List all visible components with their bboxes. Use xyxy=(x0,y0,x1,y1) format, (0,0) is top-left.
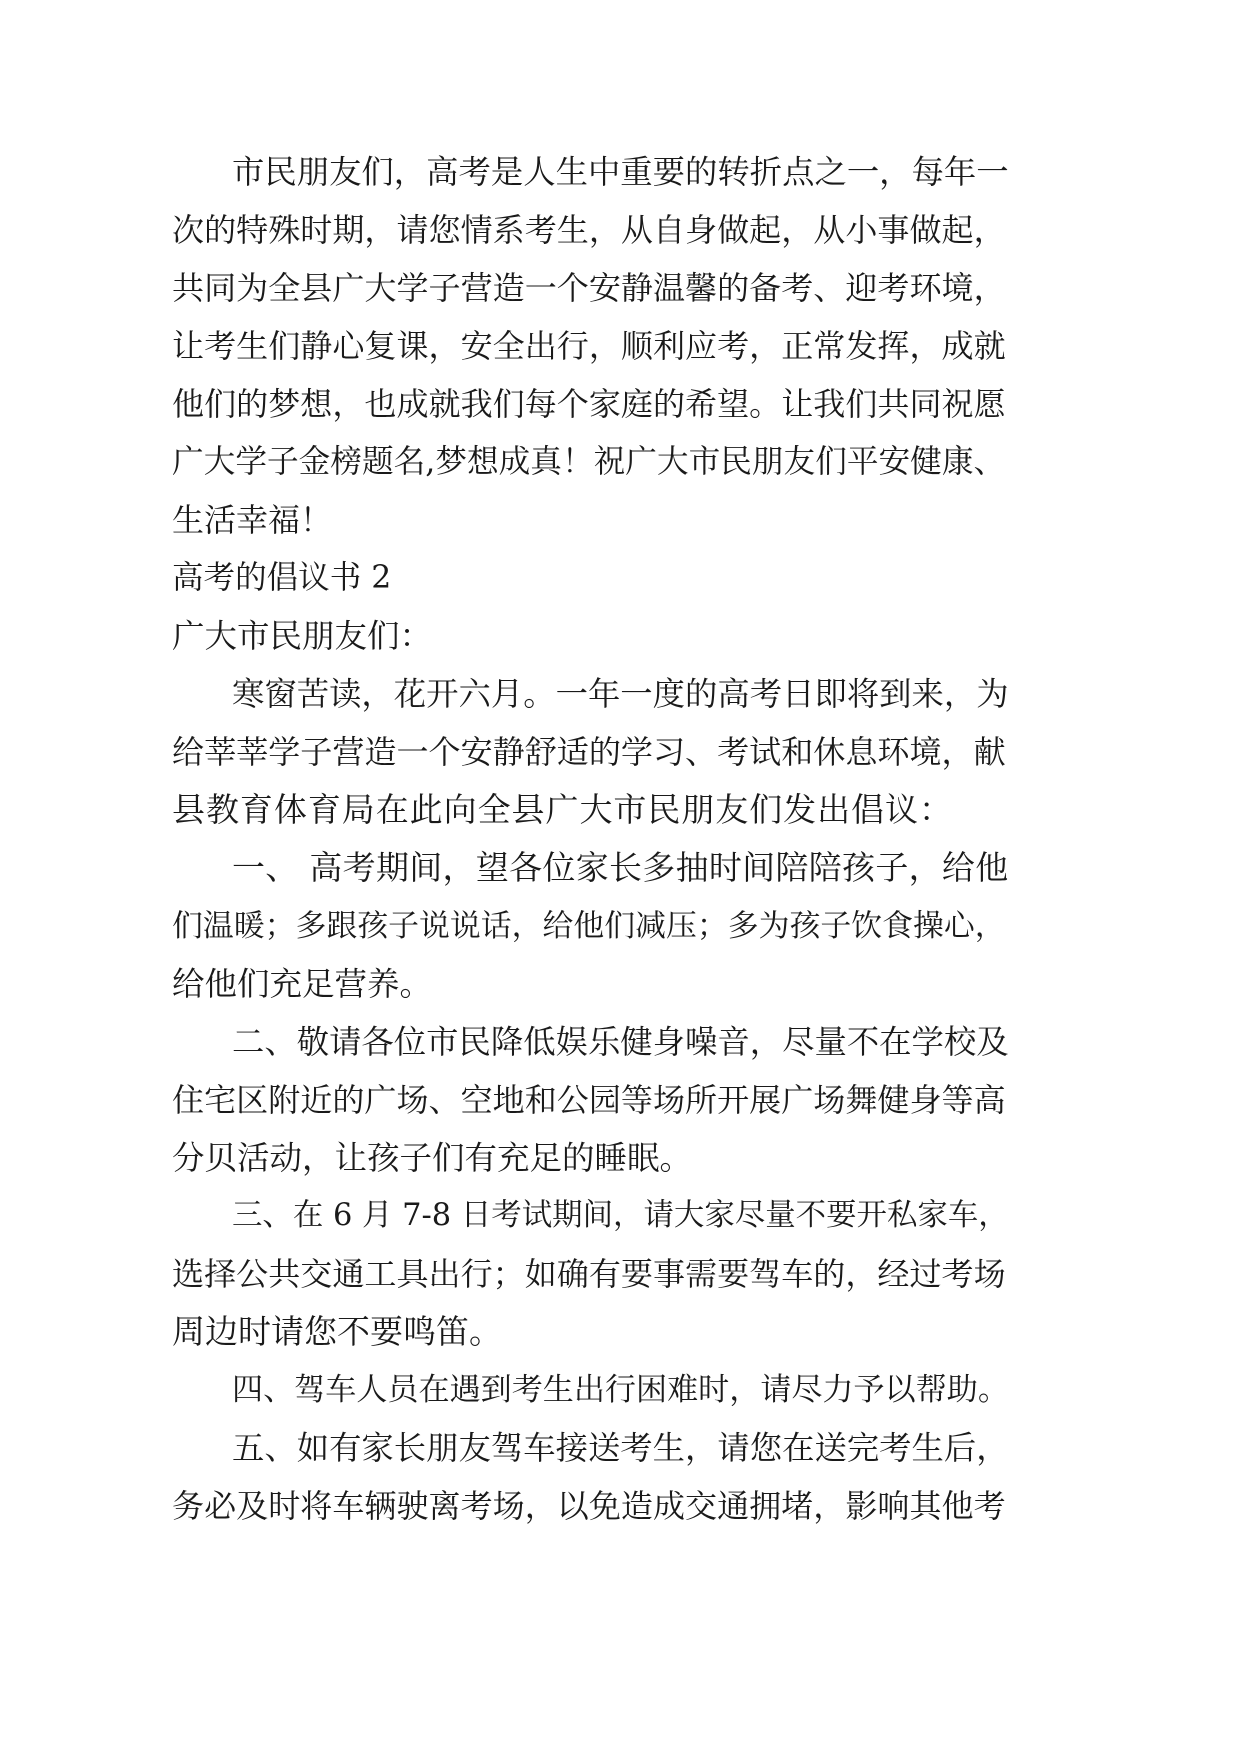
text-line: 市民朋友们，高考是人生中重要的转折点之一，每年一 xyxy=(232,153,1009,191)
list-item-1: 一、 高考期间，望各位家长多抽时间陪陪孩子，给他 xyxy=(232,848,1009,887)
text-line: 县教育体育局在此向全县广大市民朋友们发出倡议： xyxy=(172,790,953,829)
text-line: 住宅区附近的广场、空地和公园等场所开展广场舞健身等高 xyxy=(172,1081,1006,1119)
text-line: 给他们充足营养。 xyxy=(172,965,433,1003)
text-line: 生活幸福！ xyxy=(172,501,333,539)
text-line: 给莘莘学子营造一个安静舒适的学习、考试和休息环境，献 xyxy=(172,733,1006,771)
salutation: 广大市民朋友们： xyxy=(172,617,433,655)
text-line: 次的特殊时期，请您情系考生，从自身做起，从小事做起， xyxy=(172,211,1006,249)
text-line: 务必及时将车辆驶离考场，以免造成交通拥堵，影响其他考 xyxy=(172,1487,1006,1525)
text-line: 周边时请您不要鸣笛。 xyxy=(172,1312,502,1351)
text-line: 寒窗苦读，花开六月。一年一度的高考日即将到来，为 xyxy=(232,675,1009,713)
text-line: 分贝活动，让孩子们有充足的睡眠。 xyxy=(172,1139,693,1177)
list-item-5: 五、如有家长朋友驾车接送考生，请您在送完考生后， xyxy=(232,1429,1009,1467)
list-item-2: 二、敬请各位市民降低娱乐健身噪音，尽量不在学校及 xyxy=(232,1023,1009,1061)
list-item-4: 四、驾车人员在遇到考生出行困难时，请尽力予以帮助。 xyxy=(232,1372,1009,1408)
text-line: 广大学子金榜题名,梦想成真！祝广大市民朋友们平安健康、 xyxy=(172,444,1006,480)
text-line: 让考生们静心复课，安全出行，顺利应考，正常发挥，成就 xyxy=(172,327,1006,365)
text-line: 他们的梦想，也成就我们每个家庭的希望。让我们共同祝愿 xyxy=(172,385,1006,423)
section-heading: 高考的倡议书 2 xyxy=(172,560,392,596)
list-item-3: 三、在 6 月 7-8 日考试期间，请大家尽量不要开私家车， xyxy=(232,1198,1009,1233)
text-line: 选择公共交通工具出行；如确有要事需要驾车的，经过考场 xyxy=(172,1255,1006,1293)
text-line: 共同为全县广大学子营造一个安静温馨的备考、迎考环境， xyxy=(172,269,1006,307)
text-line: 们温暖；多跟孩子说说话，给他们减压；多为孩子饮食操心， xyxy=(172,908,1006,944)
